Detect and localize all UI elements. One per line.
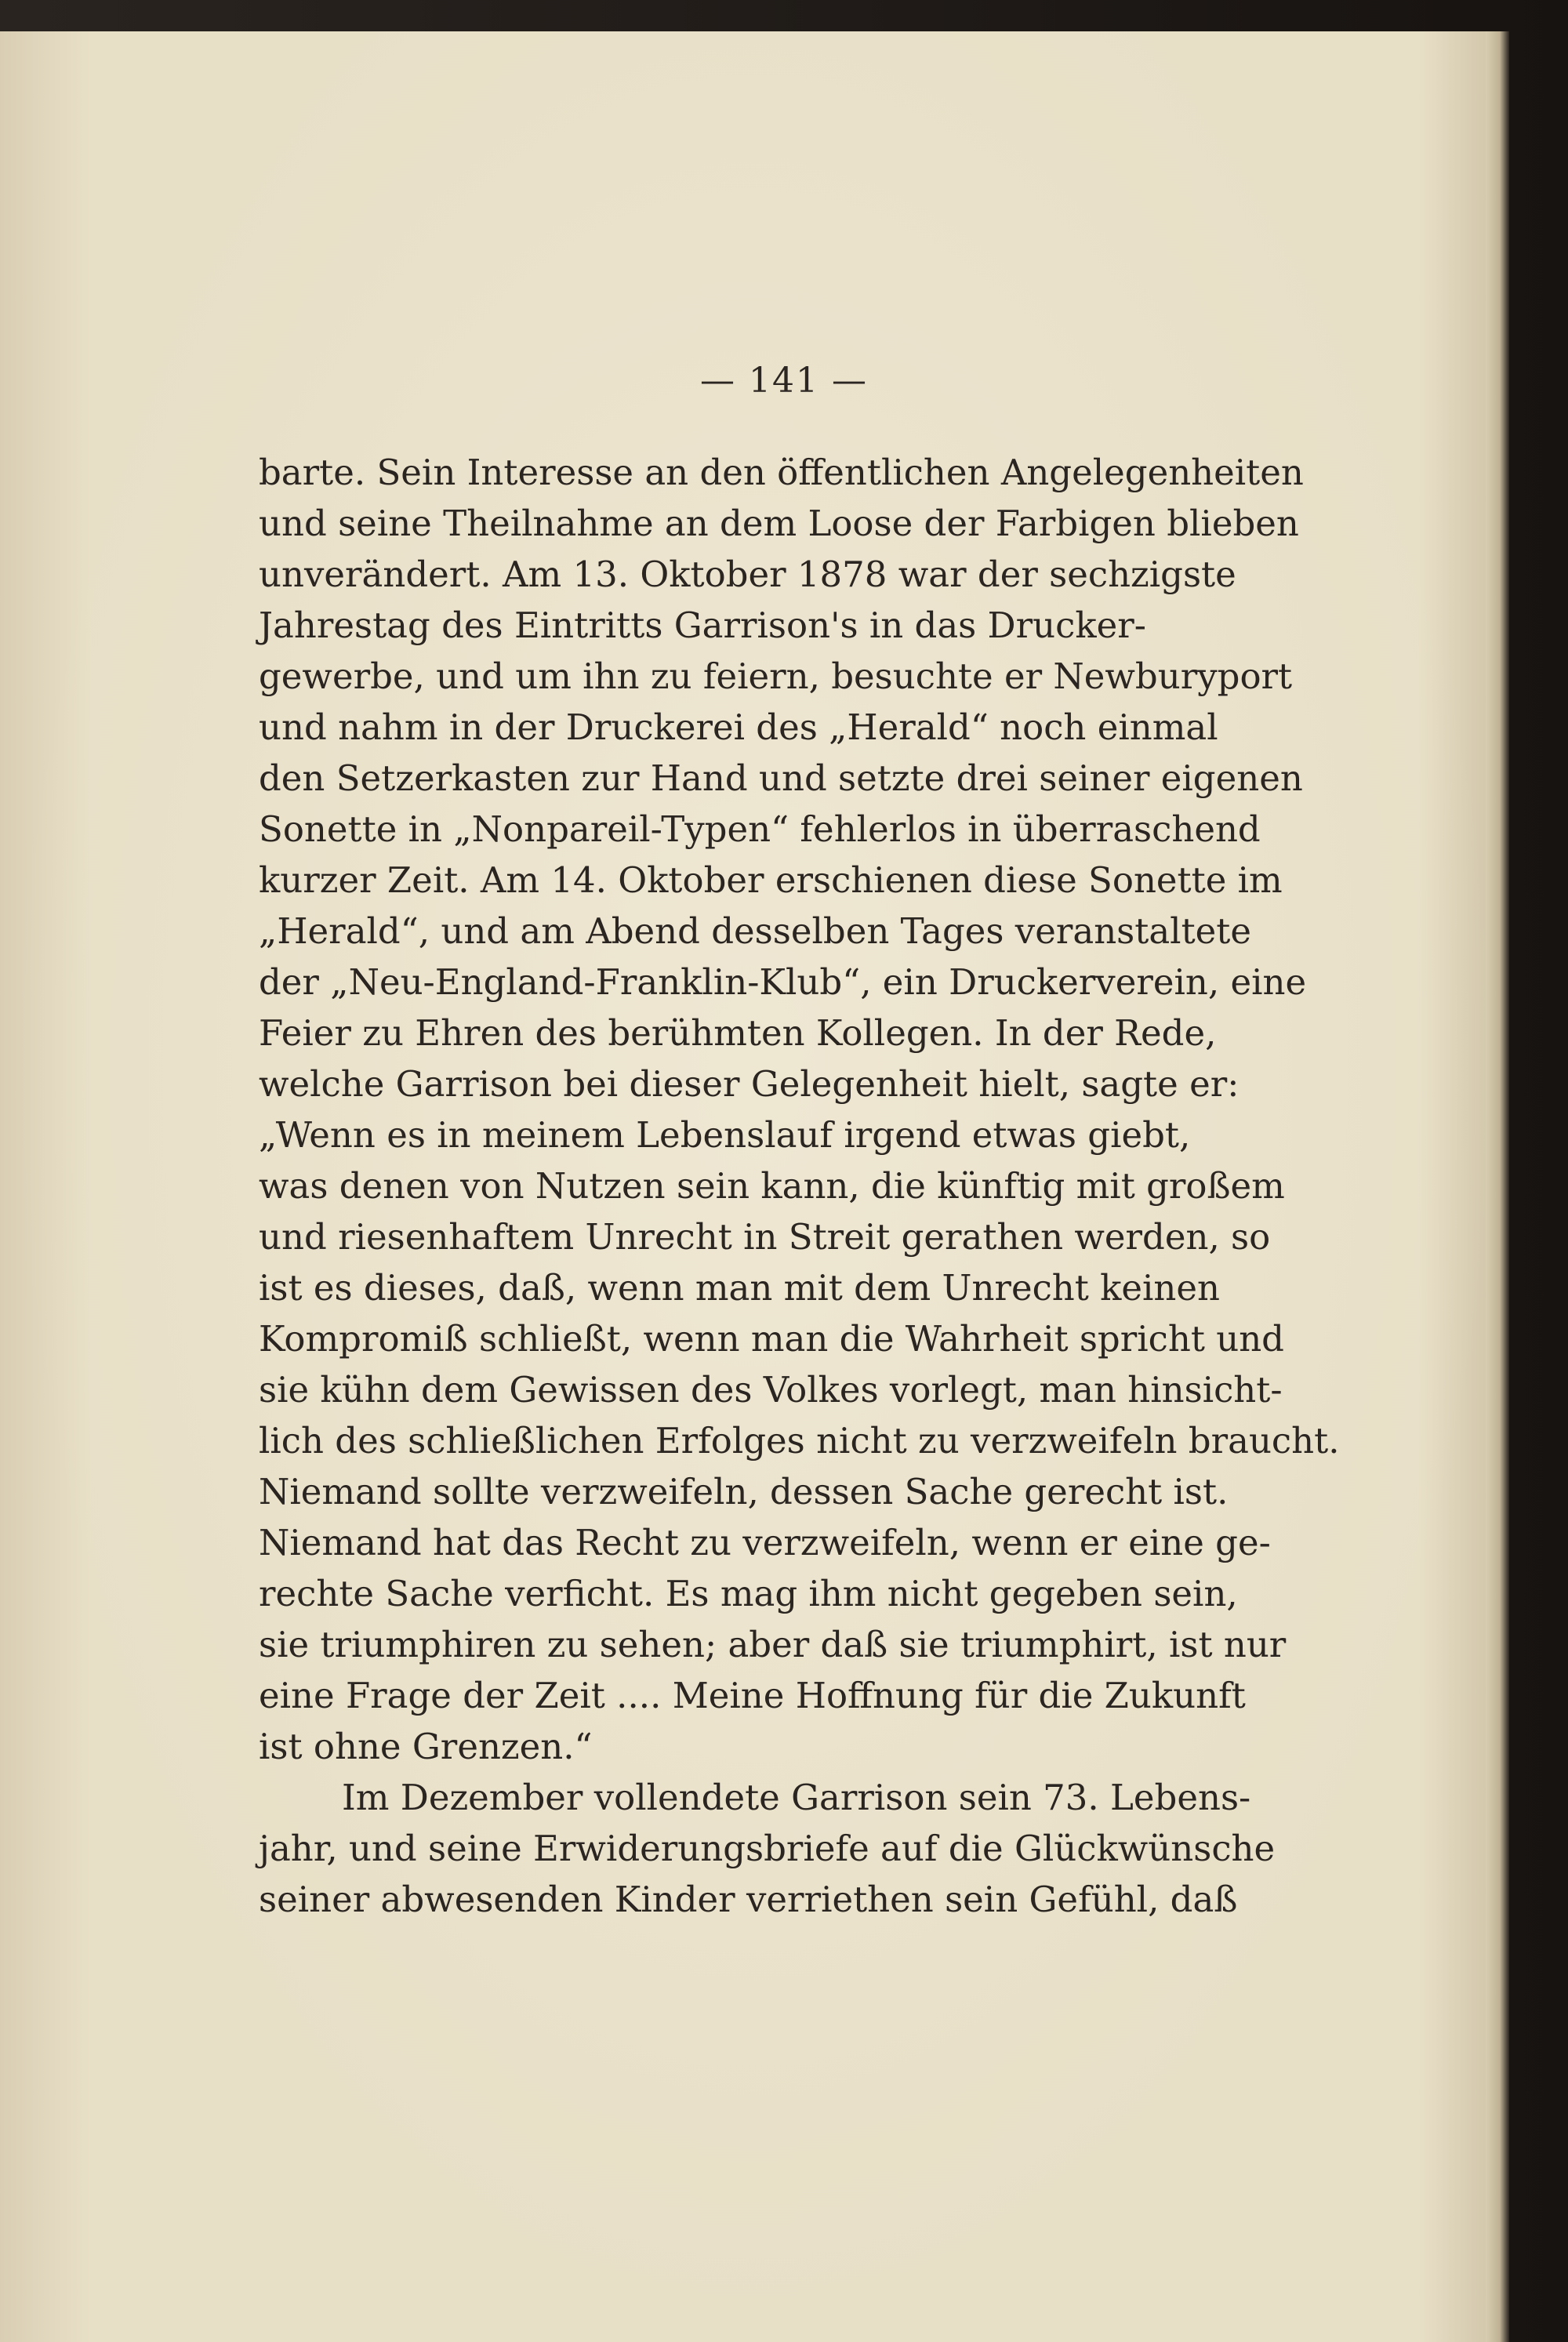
text-line: und nahm in der Druckerei des „Herald“ noch einmal (259, 706, 1218, 748)
text-line: welche Garrison bei dieser Gelegenheit hielt, sagte er: (259, 1063, 1240, 1105)
page-number: — 141 — (700, 361, 868, 401)
text-line: seiner abwesenden Kinder verriethen sein Gefühl, daß (259, 1879, 1238, 1920)
text-line: was denen von Nutzen sein kann, die künftig mit großem (259, 1165, 1285, 1207)
text-line: und riesenhaftem Unrecht in Streit gerathen werden, so (259, 1216, 1271, 1258)
text-line: rechte Sache verficht. Es mag ihm nicht gegeben sein, (259, 1573, 1238, 1614)
text-line: Niemand hat das Recht zu verzweifeln, wenn er eine ge- (259, 1522, 1271, 1563)
text-line: Im Dezember vollendete Garrison sein 73. Lebens- (342, 1777, 1251, 1818)
text-line: ist ohne Grenzen.“ (259, 1726, 593, 1767)
text-line: Jahrestag des Eintritts Garrison's in das Drucker- (259, 605, 1146, 646)
text-line: eine Frage der Zeit .... Meine Hoffnung für die Zukunft (259, 1675, 1246, 1716)
text-line: ist es dieses, daß, wenn man mit dem Unrecht keinen (259, 1267, 1221, 1309)
body-text (259, 447, 1340, 1925)
text-line: jahr, und seine Erwiderungsbriefe auf die Glückwünsche (259, 1828, 1276, 1869)
text-line: sie triumphiren zu sehen; aber daß sie triumphirt, ist nur (259, 1624, 1287, 1665)
text-line: gewerbe, und um ihn zu feiern, besuchte er Newburyport (259, 655, 1293, 697)
text-line: „Herald“, und am Abend desselben Tages veranstaltete (259, 910, 1251, 952)
text-line: barte. Sein Interesse an den öffentlichen Angelegenheiten (259, 452, 1304, 493)
text-line: sie kühn dem Gewissen des Volkes vorlegt, man hinsicht- (259, 1369, 1283, 1411)
text-line: „Wenn es in meinem Lebenslauf irgend etwas giebt, (259, 1114, 1191, 1156)
text-line: unverändert. Am 13. Oktober 1878 war der sechzigste (259, 554, 1236, 595)
text-line: der „Neu-England-Franklin-Klub“, ein Druckerverein, eine (259, 961, 1307, 1003)
text-line: Kompromiß schließt, wenn man die Wahrheit spricht und (259, 1318, 1284, 1360)
text-line: Sonette in „Nonpareil-Typen“ fehlerlos in überraschend (259, 808, 1261, 850)
text-line: kurzer Zeit. Am 14. Oktober erschienen diese Sonette im (259, 859, 1283, 901)
text-line: Feier zu Ehren des berühmten Kollegen. In der Rede, (259, 1012, 1217, 1054)
text-line: und seine Theilnahme an dem Loose der Farbigen blieben (259, 503, 1299, 544)
text-line: lich des schließlichen Erfolges nicht zu verzweifeln braucht. (259, 1420, 1340, 1461)
text-line: Niemand sollte verzweifeln, dessen Sache gerecht ist. (259, 1471, 1229, 1512)
text-line: den Setzerkasten zur Hand und setzte drei seiner eigenen (259, 757, 1303, 799)
